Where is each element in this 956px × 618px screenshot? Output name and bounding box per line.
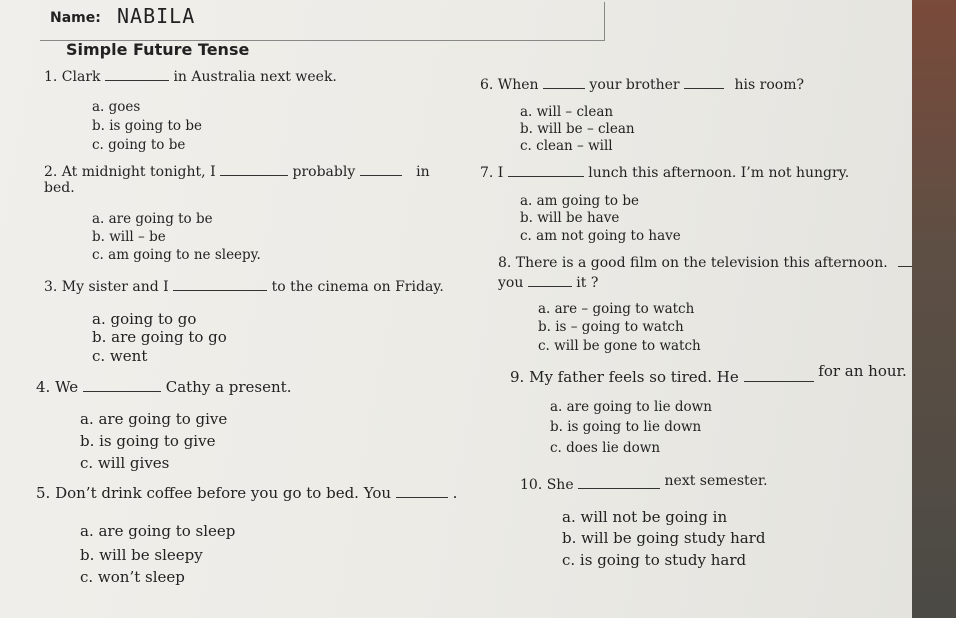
option-4b: b. is going to give	[80, 432, 216, 450]
question-6: 6. When your brother his room?	[480, 77, 804, 93]
option-8b: b. is – going to watch	[538, 319, 684, 335]
answer-blank	[105, 68, 169, 81]
option-2a: a. are going to be	[92, 211, 213, 227]
option-3b: b. are going to go	[92, 328, 227, 346]
option-10a: a. will not be going in	[562, 508, 728, 526]
option-6a: a. will – clean	[520, 104, 614, 120]
option-5c: c. won’t sleep	[80, 568, 185, 586]
question-7: 7. I lunch this afternoon. I’m not hungry.	[480, 165, 850, 181]
option-4c: c. will gives	[80, 454, 170, 472]
question-3: 3. My sister and I to the cinema on Friday.	[44, 279, 444, 295]
option-5a: a. are going to sleep	[80, 522, 236, 540]
option-1a: a. goes	[92, 99, 141, 115]
question-5: 5. Don’t drink coffee before you go to bed. You .	[36, 484, 458, 502]
answer-blank	[578, 476, 660, 489]
answer-blank	[220, 163, 288, 176]
option-2b: b. will – be	[92, 229, 166, 245]
question-2: 2. At midnight tonight, I probably in	[44, 164, 430, 180]
option-10c: c. is going to study hard	[562, 551, 747, 569]
answer-blank	[528, 274, 572, 287]
option-3c: c. went	[92, 347, 148, 365]
answer-blank	[396, 485, 448, 498]
question-2-cont: bed.	[44, 180, 75, 196]
answer-blank	[508, 164, 584, 177]
option-5b: b. will be sleepy	[80, 546, 203, 564]
option-7b: b. will be have	[520, 210, 620, 226]
option-3a: a. going to go	[92, 310, 197, 328]
worksheet-title: Simple Future Tense	[66, 40, 250, 59]
question-8-cont: you it ?	[498, 275, 599, 291]
answer-blank	[744, 369, 814, 382]
option-4a: a. are going to give	[80, 410, 228, 428]
question-9: 9. My father feels so tired. He for an hour.	[510, 362, 907, 386]
answer-blank	[543, 76, 585, 89]
option-10b: b. will be going study hard	[562, 529, 766, 547]
option-1c: c. going to be	[92, 137, 186, 153]
option-6b: b. will be – clean	[520, 121, 635, 137]
answer-blank	[684, 76, 724, 89]
answer-blank	[173, 278, 267, 291]
option-7c: c. am not going to have	[520, 228, 681, 244]
option-9c: c. does lie down	[550, 440, 661, 456]
option-6c: c. clean – will	[520, 138, 613, 154]
name-label: Name:	[50, 10, 101, 26]
option-8a: a. are – going to watch	[538, 301, 695, 317]
question-4: 4. We Cathy a present.	[36, 378, 292, 396]
answer-blank	[83, 379, 161, 392]
answer-blank	[360, 163, 402, 176]
question-8: 8. There is a good film on the television this afternoon.	[498, 254, 914, 271]
question-1: 1. Clark in Australia next week.	[44, 69, 337, 85]
option-9a: a. are going to lie down	[550, 399, 712, 415]
option-9b: b. is going to lie down	[550, 419, 702, 435]
option-8c: c. will be gone to watch	[538, 338, 701, 354]
option-1b: b. is going to be	[92, 118, 202, 134]
question-10: 10. She next semester.	[520, 473, 768, 493]
desk-background	[912, 0, 956, 618]
option-7a: a. am going to be	[520, 193, 639, 209]
option-2c: c. am going to ne sleepy.	[92, 247, 261, 263]
student-name: NABILA	[117, 4, 196, 28]
